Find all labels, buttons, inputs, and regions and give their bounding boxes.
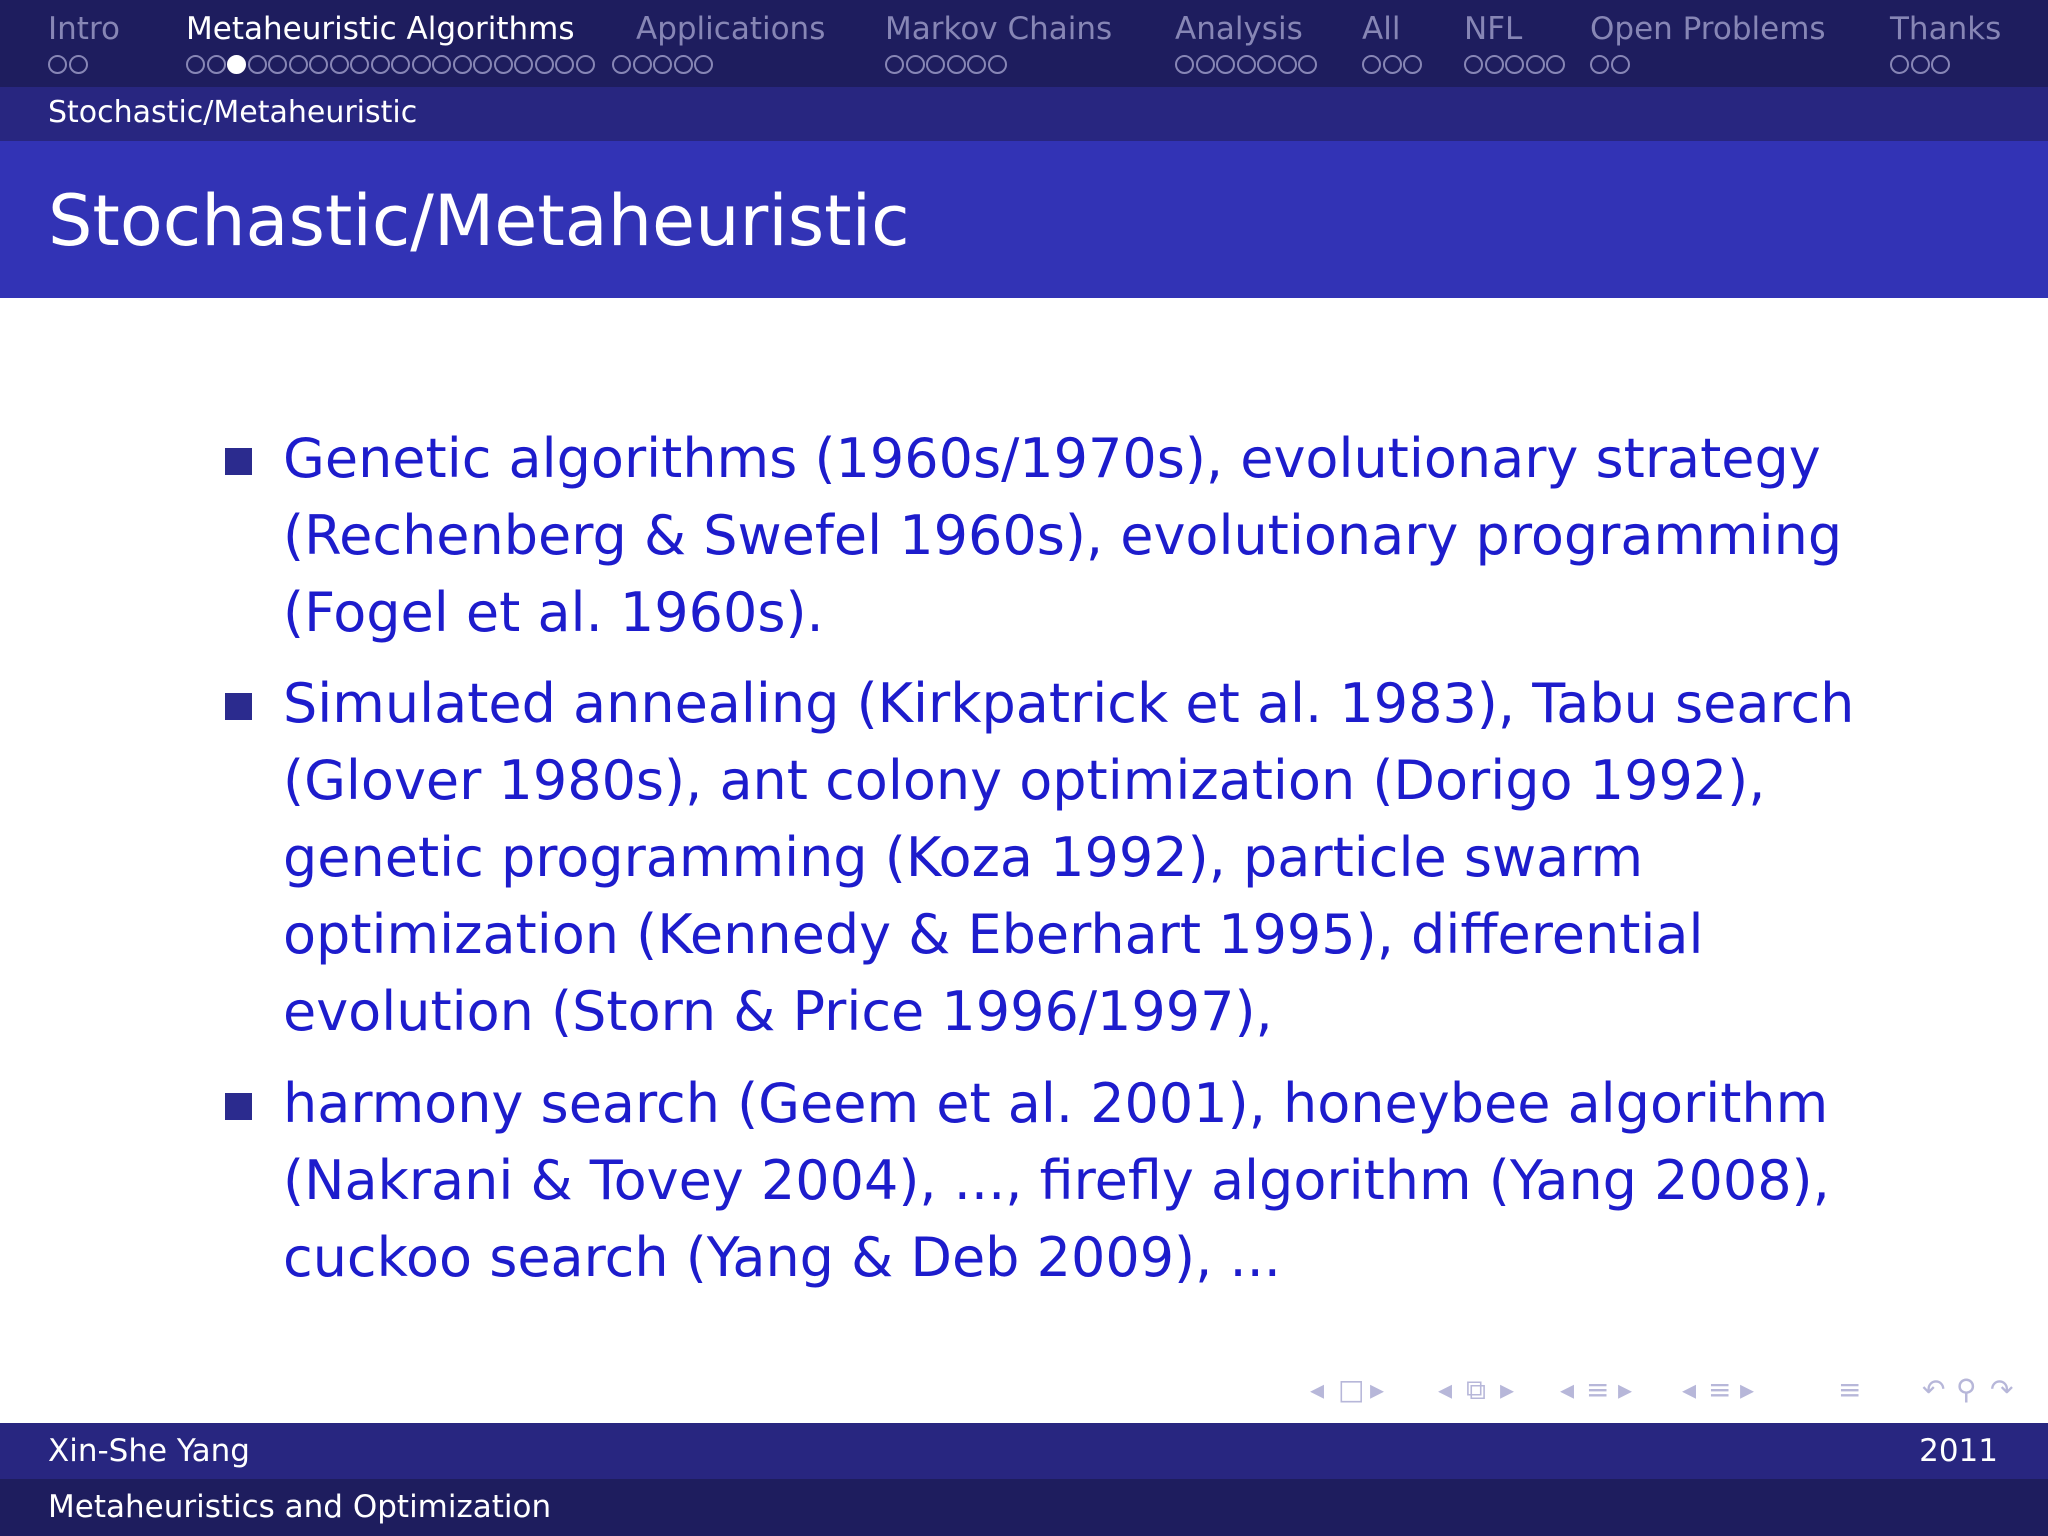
nav-frame-dot[interactable] (48, 55, 67, 74)
nav-frame-dot[interactable] (1278, 55, 1297, 74)
frame-title: Stochastic/Metaheuristic (48, 180, 910, 262)
nav-section-all[interactable] (1362, 10, 1424, 76)
nav-dots (1890, 52, 2001, 76)
forward-icon[interactable]: ↷ (1990, 1373, 2014, 1406)
bullet-item (225, 1065, 1865, 1296)
bullet-line: (Fogel et al. 1960s). (283, 581, 824, 644)
nav-frame-dot[interactable] (1931, 55, 1950, 74)
nav-section-applications[interactable] (636, 10, 825, 76)
nav-frame-dot[interactable] (612, 55, 631, 74)
nav-section-title[interactable]: Open Problems (1590, 11, 1826, 47)
nav-dots (1362, 52, 1424, 76)
nav-frame-dot[interactable] (1485, 55, 1504, 74)
headline-navigation (0, 0, 2048, 87)
nav-frame-dot[interactable] (926, 55, 945, 74)
nav-section-analysis[interactable] (1175, 10, 1319, 76)
bullet-item (225, 420, 1865, 651)
subsection-prev-icon[interactable]: ◂ (1438, 1373, 1453, 1406)
document-icon[interactable]: ≡ (1708, 1373, 1732, 1406)
frametitle-bar (0, 141, 2048, 298)
nav-frame-dot[interactable] (1383, 55, 1402, 74)
nav-dots (1464, 52, 1567, 76)
footer-date: 2011 (1919, 1433, 1998, 1469)
nav-frame-dot[interactable] (1546, 55, 1565, 74)
nav-frame-dot[interactable] (289, 55, 308, 74)
nav-frame-dot[interactable] (967, 55, 986, 74)
nav-section-title[interactable]: Analysis (1175, 11, 1303, 47)
section-prev-icon[interactable]: ◂ (1560, 1373, 1575, 1406)
frame-next-icon[interactable]: ▸ (1370, 1373, 1385, 1406)
nav-frame-dot[interactable] (1911, 55, 1930, 74)
footline-author-bar (0, 1423, 2048, 1479)
nav-frame-dot[interactable] (248, 55, 267, 74)
bullet-line: Genetic algorithms (1960s/1970s), evolutionary strategy (283, 427, 1821, 490)
nav-section-open-problems[interactable] (1590, 10, 1826, 76)
document-next-icon[interactable]: ▸ (1740, 1373, 1755, 1406)
nav-frame-dot[interactable] (69, 55, 88, 74)
bullet-line: (Glover 1980s), ant colony optimization (Dorigo 1992), (283, 749, 1766, 812)
nav-section-title[interactable]: Applications (636, 11, 826, 47)
nav-frame-dot[interactable] (207, 55, 226, 74)
nav-frame-dot[interactable] (1890, 55, 1909, 74)
nav-frame-dot[interactable] (412, 55, 431, 74)
nav-frame-dot[interactable] (186, 55, 205, 74)
nav-frame-dot[interactable] (576, 55, 595, 74)
nav-section-title[interactable]: Intro (48, 11, 120, 47)
subsection-bar (0, 87, 2048, 141)
subsection-icon[interactable]: ⧉ (1466, 1373, 1486, 1406)
nav-frame-dot[interactable] (1403, 55, 1422, 74)
bullet-text (283, 665, 1865, 1050)
nav-frame-dot[interactable] (1590, 55, 1609, 74)
bullet-line: cuckoo search (Yang & Deb 2009), ... (283, 1226, 1281, 1289)
section-next-icon[interactable]: ▸ (1618, 1373, 1633, 1406)
nav-frame-dot[interactable] (906, 55, 925, 74)
nav-dots (885, 52, 1112, 76)
square-bullet-icon (225, 693, 252, 720)
nav-frame-dot[interactable] (988, 55, 1007, 74)
nav-frame-dot[interactable] (350, 55, 369, 74)
beamer-navigation-symbols (1310, 1373, 2040, 1413)
nav-frame-dot[interactable] (1505, 55, 1524, 74)
presentation-icon[interactable]: ≡ (1838, 1373, 1862, 1406)
bullet-line: Simulated annealing (Kirkpatrick et al. 1983), Tabu search (283, 672, 1855, 735)
nav-frame-dot[interactable] (555, 55, 574, 74)
bullet-item (225, 665, 1865, 1050)
subsection-next-icon[interactable]: ▸ (1500, 1373, 1515, 1406)
nav-dots (48, 52, 120, 76)
nav-frame-dot[interactable] (1237, 55, 1256, 74)
nav-frame-dot[interactable] (453, 55, 472, 74)
bullet-line: evolution (Storn & Price 1996/1997), (283, 980, 1273, 1043)
square-bullet-icon (225, 448, 252, 475)
footer-author: Xin-She Yang (48, 1433, 250, 1469)
nav-frame-dot[interactable] (1196, 55, 1215, 74)
nav-section-title[interactable]: Thanks (1890, 11, 2002, 47)
nav-section-thanks[interactable] (1890, 10, 2001, 76)
nav-frame-dot[interactable] (432, 55, 451, 74)
frame-prev-icon[interactable]: ◂ (1310, 1373, 1325, 1406)
section-icon[interactable]: ≡ (1586, 1373, 1610, 1406)
nav-frame-dot[interactable] (1175, 55, 1194, 74)
nav-section-intro[interactable] (48, 10, 120, 76)
back-icon[interactable]: ↶ (1922, 1373, 1946, 1406)
nav-frame-dot[interactable] (473, 55, 492, 74)
footer-title: Metaheuristics and Optimization (48, 1489, 552, 1525)
nav-section-nfl[interactable] (1464, 10, 1567, 76)
nav-frame-dot[interactable] (1298, 55, 1317, 74)
nav-frame-dot[interactable] (514, 55, 533, 74)
nav-frame-dot[interactable] (1464, 55, 1483, 74)
nav-frame-dot[interactable] (1526, 55, 1545, 74)
nav-dots (1175, 52, 1319, 76)
nav-frame-dot[interactable] (309, 55, 328, 74)
nav-section-title[interactable]: Metaheuristic Algorithms (186, 11, 575, 47)
nav-frame-dot[interactable] (371, 55, 390, 74)
nav-section-title[interactable]: NFL (1464, 11, 1523, 47)
frame-icon[interactable]: □ (1338, 1373, 1365, 1406)
nav-frame-dot[interactable] (330, 55, 349, 74)
square-bullet-icon (225, 1093, 252, 1120)
bullet-line: optimization (Kennedy & Eberhart 1995), differential (283, 903, 1704, 966)
nav-section-title[interactable]: Markov Chains (885, 11, 1113, 47)
nav-frame-dot[interactable] (1216, 55, 1235, 74)
nav-frame-dot[interactable] (1611, 55, 1630, 74)
search-icon[interactable]: ⚲ (1956, 1373, 1977, 1406)
nav-section-title[interactable]: All (1362, 11, 1401, 47)
footline-title-bar (0, 1479, 2048, 1536)
bullet-text (283, 1065, 1865, 1296)
subsection-label[interactable]: Stochastic/Metaheuristic (48, 95, 418, 130)
nav-dots (1590, 52, 1826, 76)
nav-frame-dot[interactable] (947, 55, 966, 74)
nav-frame-dot[interactable] (1362, 55, 1381, 74)
nav-section-markov-chains[interactable] (885, 10, 1112, 76)
bullet-line: (Nakrani & Tovey 2004), ..., firefly algorithm (Yang 2008), (283, 1149, 1830, 1212)
bullet-line: genetic programming (Koza 1992), particle swarm (283, 826, 1644, 889)
nav-frame-dot[interactable] (391, 55, 410, 74)
nav-frame-dot[interactable] (227, 55, 246, 74)
nav-frame-dot[interactable] (268, 55, 287, 74)
nav-frame-dot[interactable] (494, 55, 513, 74)
nav-frame-dot[interactable] (535, 55, 554, 74)
bullet-line: (Rechenberg & Swefel 1960s), evolutionary programming (283, 504, 1843, 567)
nav-frame-dot[interactable] (885, 55, 904, 74)
bullet-line: harmony search (Geem et al. 2001), honeybee algorithm (283, 1072, 1829, 1135)
nav-dots (636, 52, 825, 76)
document-prev-icon[interactable]: ◂ (1682, 1373, 1697, 1406)
bullet-text (283, 420, 1865, 651)
nav-frame-dot[interactable] (1257, 55, 1276, 74)
